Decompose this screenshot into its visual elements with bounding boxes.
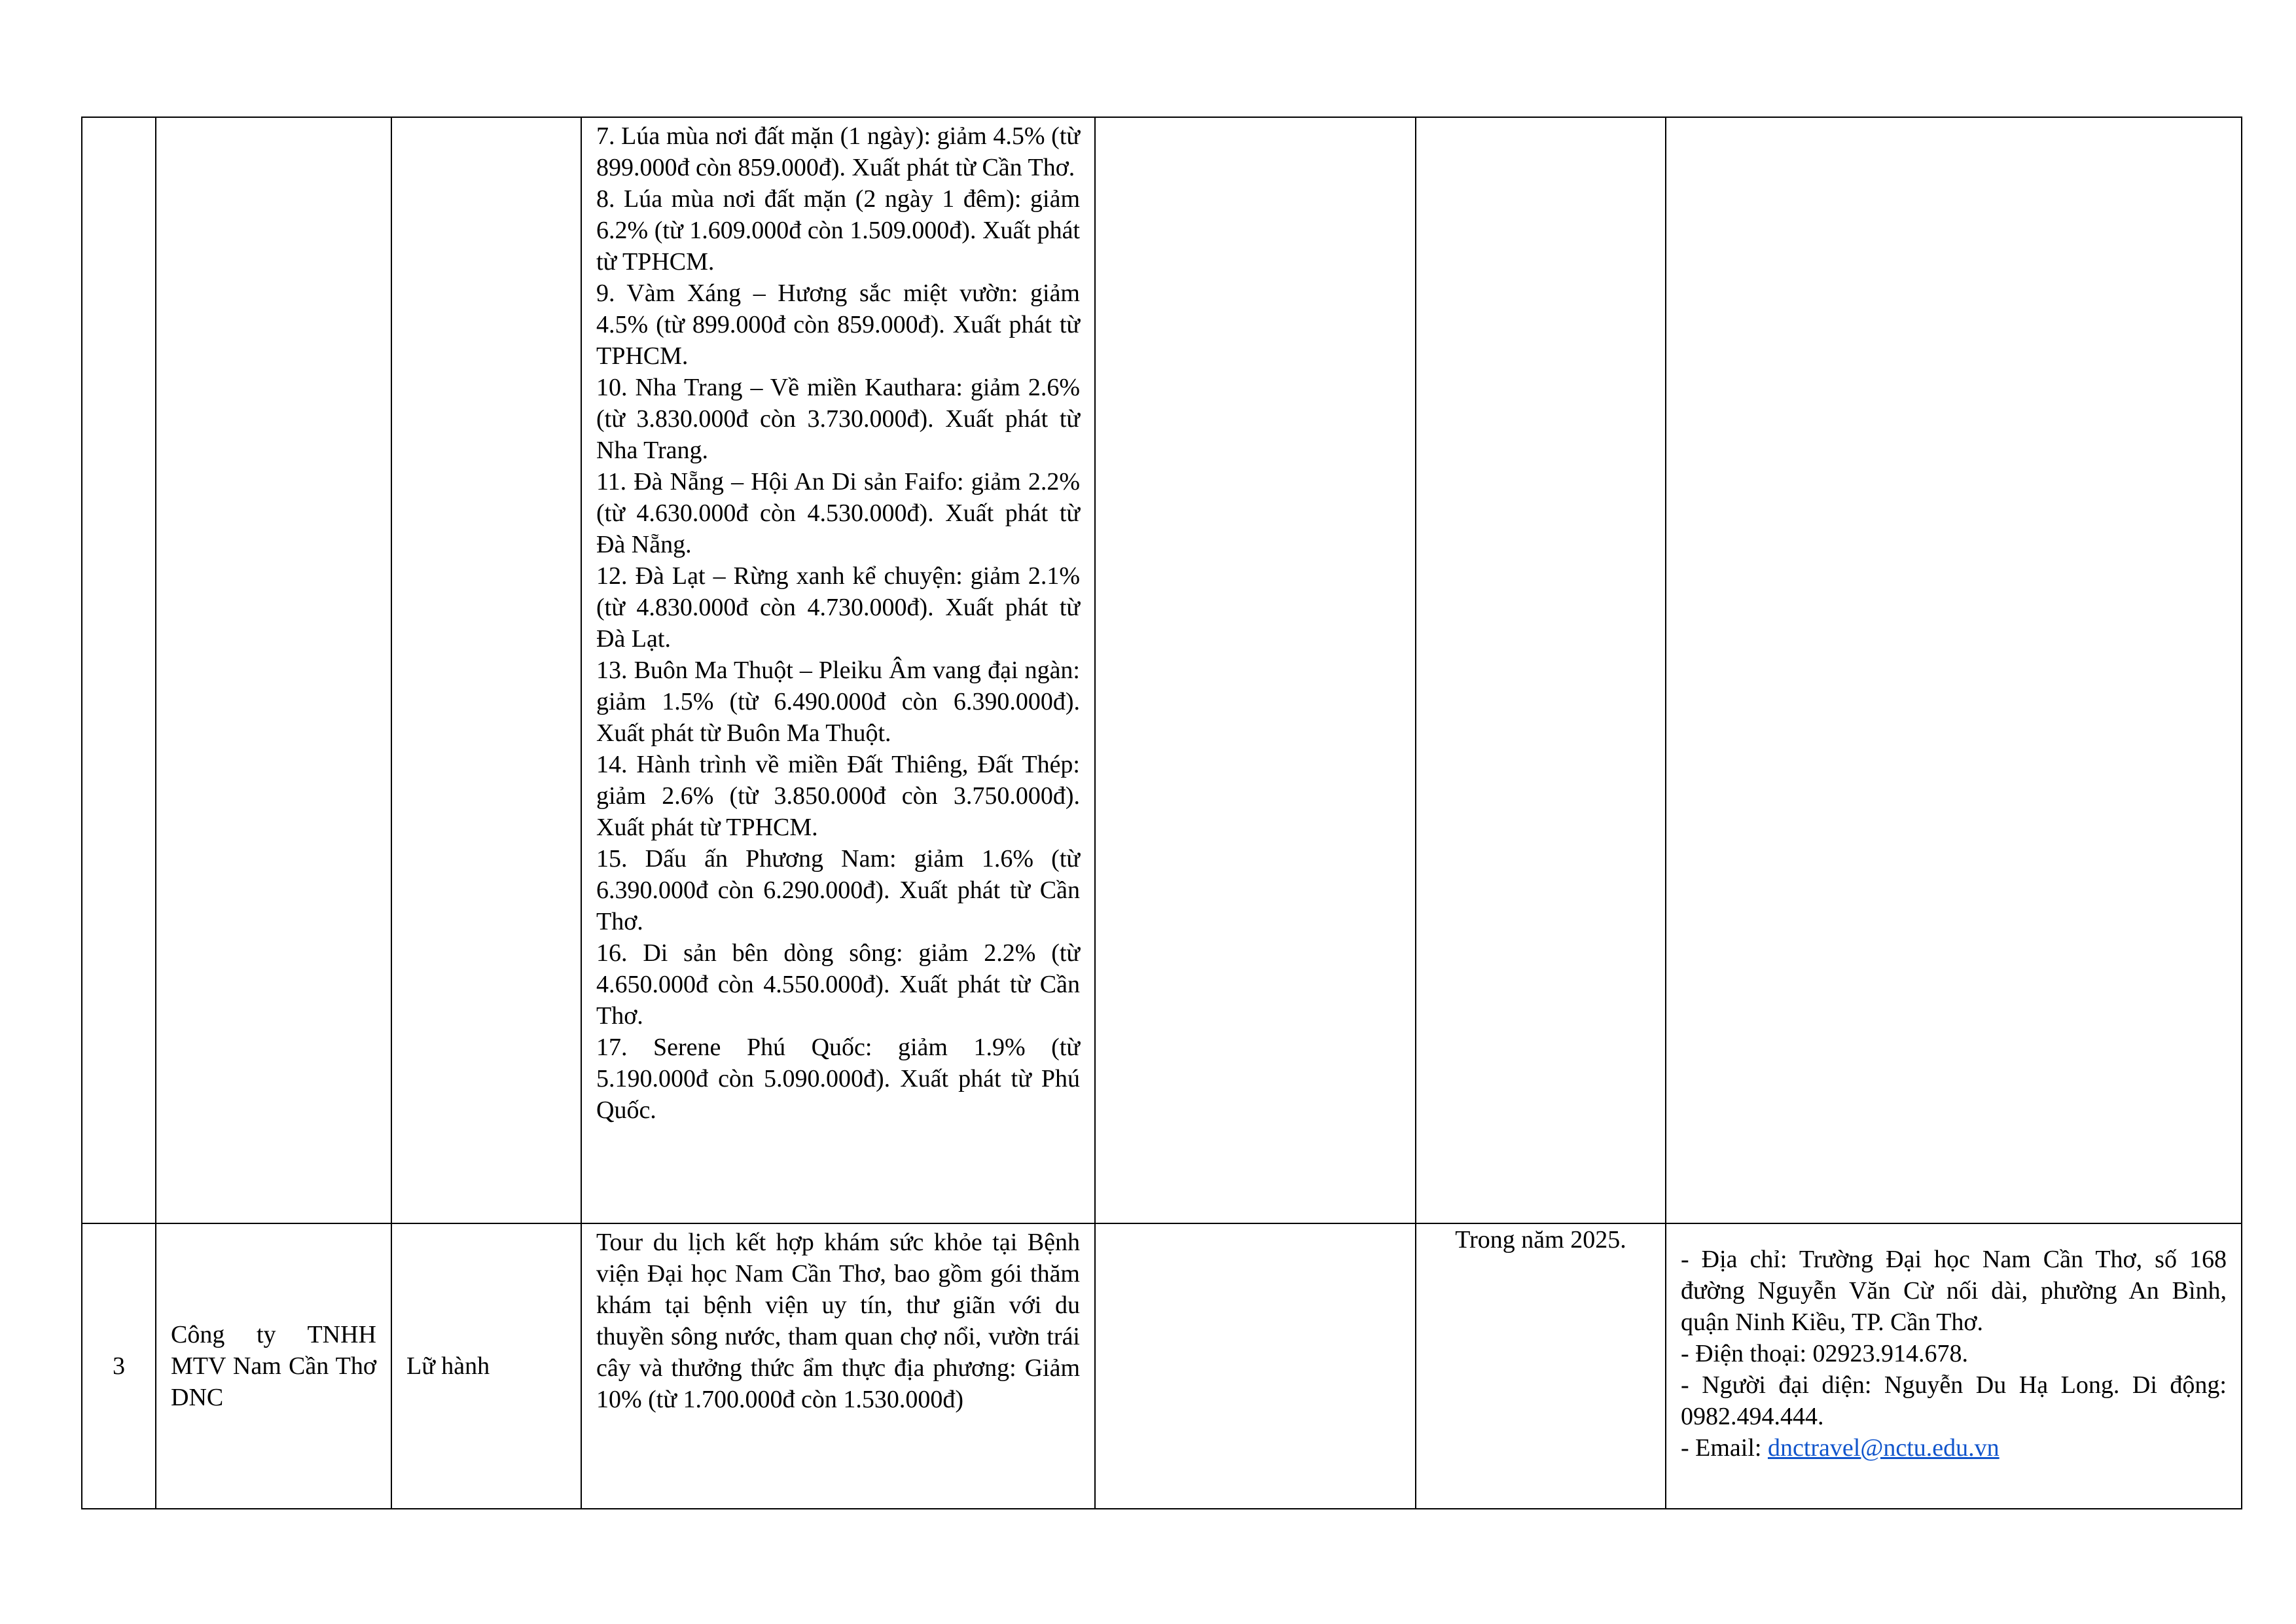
conditions-cell <box>1095 1223 1416 1509</box>
promotion-item: 10. Nha Trang – Về miền Kauthara: giảm 2.6% (từ 3.830.000đ còn 3.730.000đ). Xuất phát từ Nha Trang. <box>596 374 1080 464</box>
promotion-item: 11. Đà Nẵng – Hội An Di sản Faifo: giảm 2.2% (từ 4.630.000đ còn 4.530.000đ). Xuất phát từ Đà Nẵng. <box>596 468 1080 558</box>
stt-cell: 3 <box>82 1223 156 1509</box>
offer-cell: Tour du lịch kết hợp khám sức khỏe tại Bệnh viện Đại học Nam Cần Thơ, bao gồm gói thăm khám tại bệnh viện uy tín, thư giãn với du thuyền sông nước, tham quan chợ nổi, vườn trái cây và thưởng thức ẩm thực địa phương: Giảm 10% (từ 1.700.000đ còn 1.530.000đ) <box>581 1223 1095 1509</box>
contact-representative: - Người đại diện: Nguyễn Du Hạ Long. Di động: 0982.494.444. <box>1681 1371 2227 1430</box>
email-link[interactable]: dnctravel@nctu.edu.vn <box>1767 1434 2000 1462</box>
time-cell <box>1416 117 1666 1223</box>
contact-address: - Địa chỉ: Trường Đại học Nam Cần Thơ, số 168 đường Nguyễn Văn Cừ nối dài, phường An Bình, quận Ninh Kiều, TP. Cần Thơ. <box>1681 1246 2227 1336</box>
contact-email-label: - Email: <box>1681 1434 1768 1462</box>
promotion-item: 12. Đà Lạt – Rừng xanh kể chuyện: giảm 2.1% (từ 4.830.000đ còn 4.730.000đ). Xuất phát từ Đà Lạt. <box>596 562 1080 653</box>
promotions-table <box>81 117 2242 1509</box>
table-row <box>82 1223 2242 1509</box>
company-cell <box>156 117 391 1223</box>
contact-phone: - Điện thoại: 02923.914.678. <box>1681 1340 1969 1367</box>
conditions-cell <box>1095 117 1416 1223</box>
contact-cell <box>1666 117 2242 1223</box>
promotion-list-cell <box>581 117 1095 1223</box>
promotion-item: 16. Di sản bên dòng sông: giảm 2.2% (từ 4.650.000đ còn 4.550.000đ). Xuất phát từ Cần Thơ. <box>596 939 1080 1030</box>
field-cell: Lữ hành <box>391 1223 581 1509</box>
promotion-item: 7. Lúa mùa nơi đất mặn (1 ngày): giảm 4.5% (từ 899.000đ còn 859.000đ). Xuất phát từ Cần Thơ. <box>596 122 1080 181</box>
field-cell <box>391 117 581 1223</box>
time-cell: Trong năm 2025. <box>1416 1223 1666 1509</box>
contact-cell <box>1666 1223 2242 1509</box>
table-row-continued <box>82 117 2242 1223</box>
promotion-item: 9. Vàm Xáng – Hương sắc miệt vườn: giảm 4.5% (từ 899.000đ còn 859.000đ). Xuất phát từ TPHCM. <box>596 280 1080 370</box>
promotion-item: 8. Lúa mùa nơi đất mặn (2 ngày 1 đêm): giảm 6.2% (từ 1.609.000đ còn 1.509.000đ). Xuất phát từ TPHCM. <box>596 185 1080 276</box>
stt-cell <box>82 117 156 1223</box>
promotion-item: 13. Buôn Ma Thuột – Pleiku Âm vang đại ngàn: giảm 1.5% (từ 6.490.000đ còn 6.390.000đ). Xuất phát từ Buôn Ma Thuột. <box>596 657 1080 747</box>
promotion-item: 17. Serene Phú Quốc: giảm 1.9% (từ 5.190.000đ còn 5.090.000đ). Xuất phát từ Phú Quốc. <box>596 1034 1080 1124</box>
promotion-item: 15. Dấu ấn Phương Nam: giảm 1.6% (từ 6.390.000đ còn 6.290.000đ). Xuất phát từ Cần Thơ. <box>596 845 1080 935</box>
contact-email-line <box>1681 1432 2227 1464</box>
company-name-cell: Công ty TNHH MTV Nam Cần Thơ DNC <box>156 1223 391 1509</box>
promotion-item: 14. Hành trình về miền Đất Thiêng, Đất Thép: giảm 2.6% (từ 3.850.000đ còn 3.750.000đ). Xuất phát từ TPHCM. <box>596 751 1080 841</box>
